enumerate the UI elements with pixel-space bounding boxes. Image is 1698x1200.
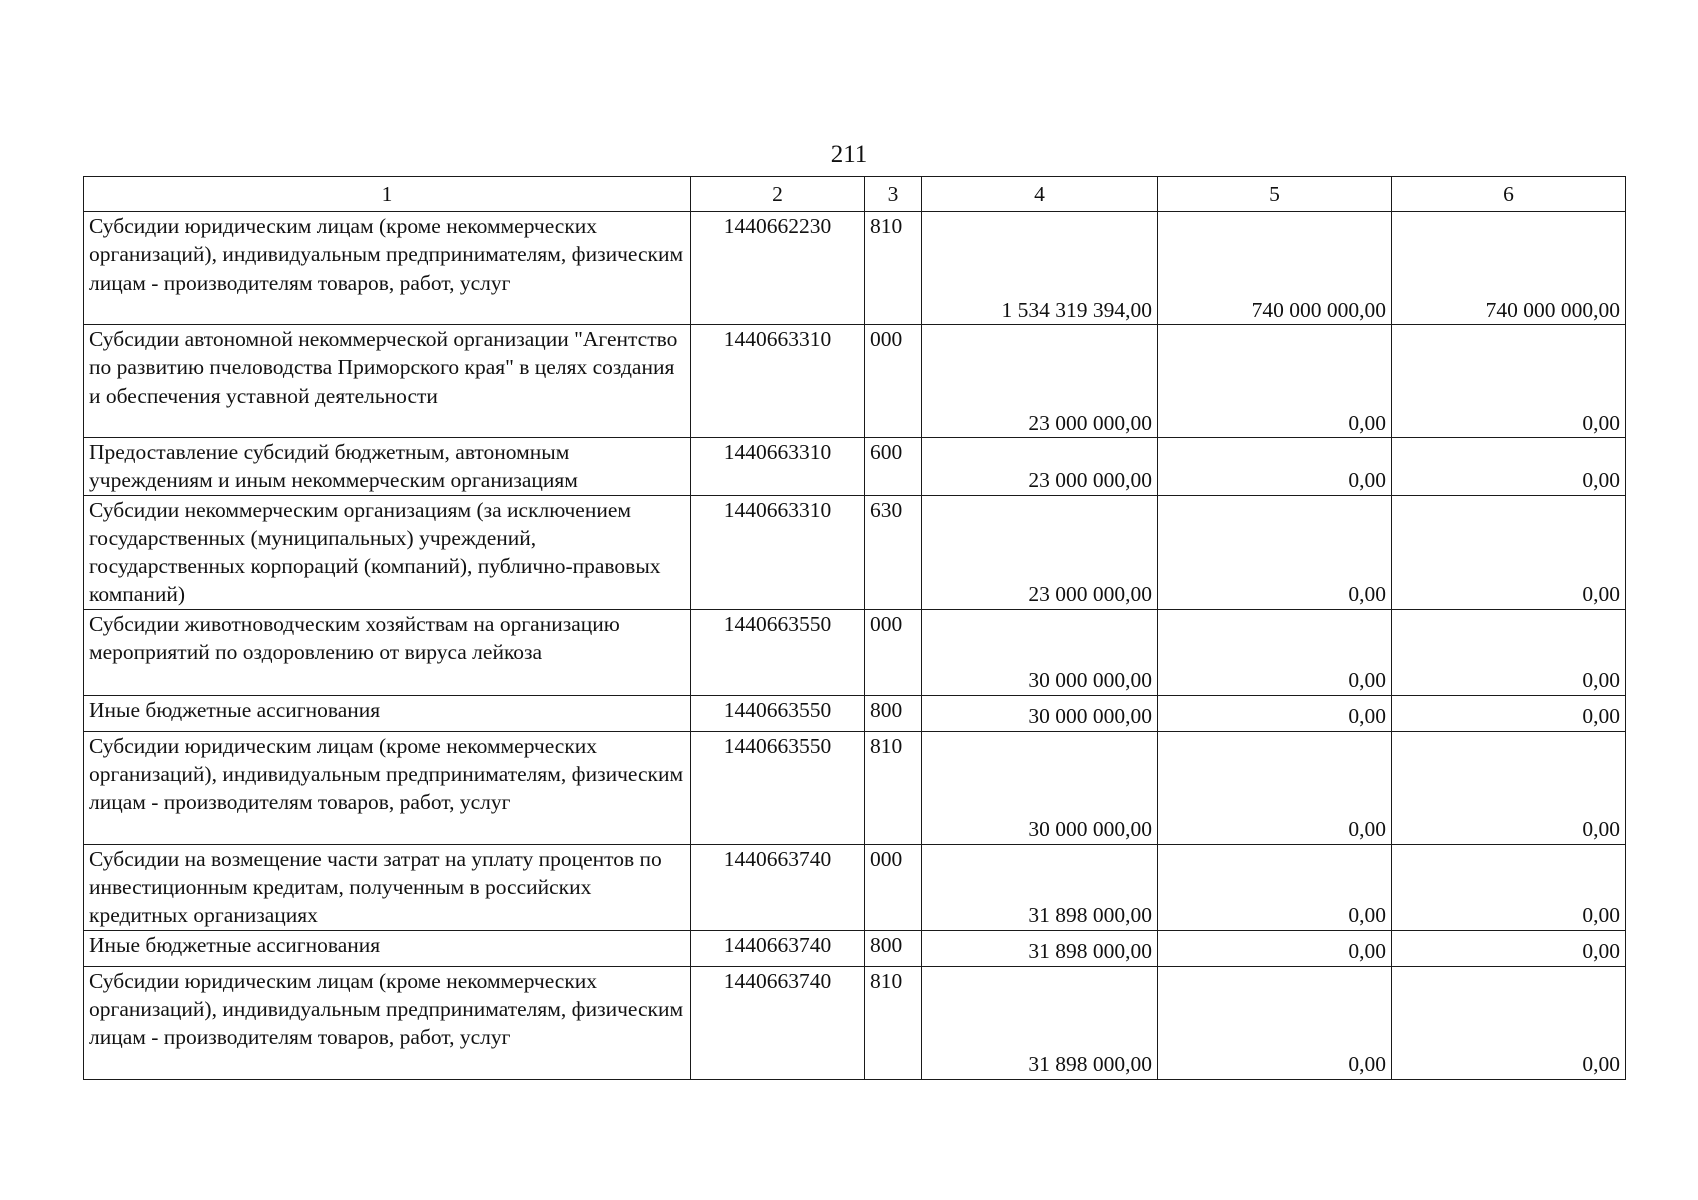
budget-table <box>83 176 1626 1080</box>
row-expense-type: 810 <box>865 966 922 1079</box>
row-amount-4: 23 000 000,00 <box>922 325 1158 438</box>
column-header-6: 6 <box>1392 177 1626 212</box>
table-row <box>84 325 1626 438</box>
header-row <box>84 177 1626 212</box>
row-target-code: 1440663550 <box>691 695 865 731</box>
row-target-code: 1440663310 <box>691 325 865 438</box>
column-header-3: 3 <box>865 177 922 212</box>
row-target-code: 1440663740 <box>691 966 865 1079</box>
row-amount-5: 0,00 <box>1158 495 1392 609</box>
table-row <box>84 212 1626 325</box>
row-amount-4: 31 898 000,00 <box>922 844 1158 930</box>
row-expense-type: 800 <box>865 930 922 966</box>
row-amount-4: 1 534 319 394,00 <box>922 212 1158 325</box>
row-amount-6: 0,00 <box>1392 930 1626 966</box>
column-header-5: 5 <box>1158 177 1392 212</box>
row-expense-type: 000 <box>865 325 922 438</box>
row-expense-type: 000 <box>865 844 922 930</box>
row-amount-4: 31 898 000,00 <box>922 966 1158 1079</box>
row-expense-type: 800 <box>865 695 922 731</box>
column-header-1: 1 <box>84 177 691 212</box>
row-expense-type: 810 <box>865 212 922 325</box>
table-row <box>84 695 1626 731</box>
row-amount-4: 30 000 000,00 <box>922 731 1158 844</box>
row-name: Субсидии юридическим лицам (кроме некоммерческих организаций), индивидуальным предпринимателям, физическим лицам - производителям товаров, работ, услуг <box>84 731 691 844</box>
row-amount-5: 0,00 <box>1158 731 1392 844</box>
row-expense-type: 600 <box>865 438 922 496</box>
row-amount-6: 0,00 <box>1392 495 1626 609</box>
row-amount-5: 0,00 <box>1158 325 1392 438</box>
row-name: Предоставление субсидий бюджетным, автономным учреждениям и иным некоммерческим организациям <box>84 438 691 496</box>
row-amount-6: 740 000 000,00 <box>1392 212 1626 325</box>
row-amount-4: 23 000 000,00 <box>922 495 1158 609</box>
row-amount-5: 0,00 <box>1158 966 1392 1079</box>
table-row <box>84 966 1626 1079</box>
row-amount-6: 0,00 <box>1392 438 1626 496</box>
row-name: Субсидии некоммерческим организациям (за исключением государственных (муниципальных) учреждений, государственных корпораций (компаний), публично-правовых компаний) <box>84 495 691 609</box>
table-row <box>84 844 1626 930</box>
row-amount-4: 31 898 000,00 <box>922 930 1158 966</box>
row-name: Иные бюджетные ассигнования <box>84 695 691 731</box>
column-header-2: 2 <box>691 177 865 212</box>
row-amount-6: 0,00 <box>1392 966 1626 1079</box>
page-number: 211 <box>830 141 868 168</box>
row-name: Иные бюджетные ассигнования <box>84 930 691 966</box>
row-amount-6: 0,00 <box>1392 609 1626 695</box>
row-amount-6: 0,00 <box>1392 695 1626 731</box>
row-target-code: 1440663550 <box>691 609 865 695</box>
row-amount-6: 0,00 <box>1392 325 1626 438</box>
row-amount-5: 0,00 <box>1158 609 1392 695</box>
row-target-code: 1440663550 <box>691 731 865 844</box>
row-amount-4: 30 000 000,00 <box>922 609 1158 695</box>
row-expense-type: 000 <box>865 609 922 695</box>
row-target-code: 1440663740 <box>691 930 865 966</box>
table-row <box>84 731 1626 844</box>
row-amount-5: 0,00 <box>1158 438 1392 496</box>
row-amount-5: 0,00 <box>1158 930 1392 966</box>
table-row <box>84 438 1626 496</box>
row-amount-6: 0,00 <box>1392 731 1626 844</box>
row-amount-4: 23 000 000,00 <box>922 438 1158 496</box>
row-amount-5: 740 000 000,00 <box>1158 212 1392 325</box>
column-header-4: 4 <box>922 177 1158 212</box>
row-amount-5: 0,00 <box>1158 844 1392 930</box>
row-target-code: 1440662230 <box>691 212 865 325</box>
row-name: Субсидии автономной некоммерческой организации "Агентство по развитию пчеловодства Приморского края" в целях создания и обеспечения уставной деятельности <box>84 325 691 438</box>
row-amount-5: 0,00 <box>1158 695 1392 731</box>
row-target-code: 1440663310 <box>691 438 865 496</box>
row-target-code: 1440663740 <box>691 844 865 930</box>
table-row <box>84 609 1626 695</box>
row-target-code: 1440663310 <box>691 495 865 609</box>
row-name: Субсидии животноводческим хозяйствам на организацию мероприятий по оздоровлению от вируса лейкоза <box>84 609 691 695</box>
row-name: Субсидии юридическим лицам (кроме некоммерческих организаций), индивидуальным предпринимателям, физическим лицам - производителям товаров, работ, услуг <box>84 212 691 325</box>
row-expense-type: 810 <box>865 731 922 844</box>
row-name: Субсидии юридическим лицам (кроме некоммерческих организаций), индивидуальным предпринимателям, физическим лицам - производителям товаров, работ, услуг <box>84 966 691 1079</box>
row-expense-type: 630 <box>865 495 922 609</box>
row-amount-6: 0,00 <box>1392 844 1626 930</box>
table-row <box>84 930 1626 966</box>
row-amount-4: 30 000 000,00 <box>922 695 1158 731</box>
row-name: Субсидии на возмещение части затрат на уплату процентов по инвестиционным кредитам, полученным в российских кредитных организациях <box>84 844 691 930</box>
table-row <box>84 495 1626 609</box>
